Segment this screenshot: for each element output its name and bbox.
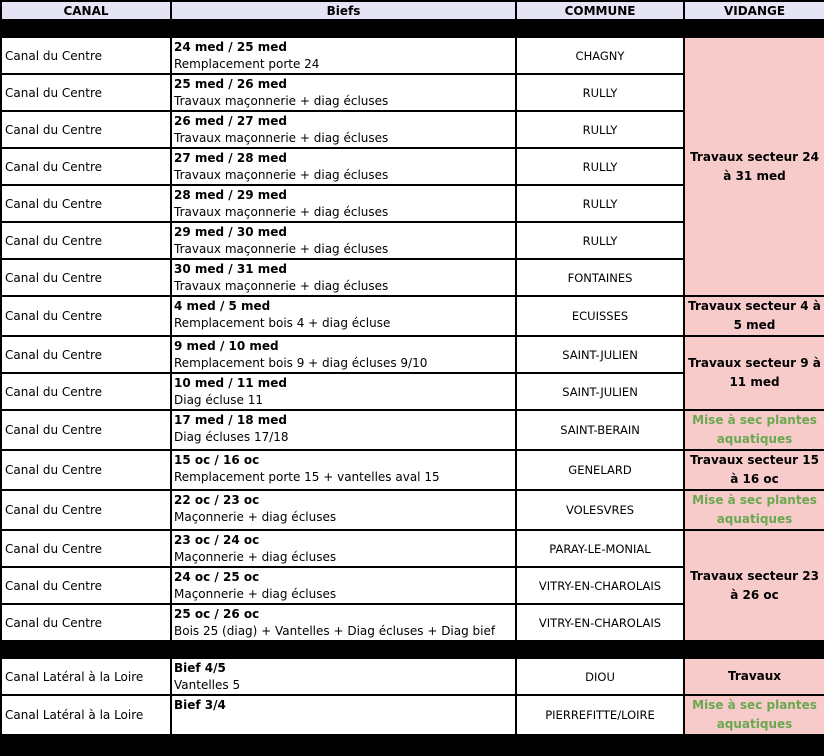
commune-cell: RULLY bbox=[516, 148, 684, 185]
commune-cell: CHAGNY bbox=[516, 37, 684, 74]
bief-detail: Vantelles 5 bbox=[174, 678, 241, 692]
bief-label: 29 med / 30 med bbox=[174, 225, 287, 239]
commune-cell: PIERREFITTE/LOIRE bbox=[516, 695, 684, 735]
canal-cell: Canal Latéral à la Loire bbox=[1, 695, 171, 735]
biefs-cell bbox=[171, 567, 516, 604]
vidange-cell: Mise à sec plantes aquatiques bbox=[684, 410, 824, 450]
commune-cell: DIOU bbox=[516, 658, 684, 695]
bief-detail: Maçonnerie + diag écluses bbox=[174, 587, 337, 601]
bief-detail: Maçonnerie + diag écluses bbox=[174, 550, 337, 564]
bief-label: 24 oc / 25 oc bbox=[174, 570, 260, 584]
vidange-cell: Mise à sec plantes aquatiques bbox=[684, 695, 824, 735]
biefs-cell bbox=[171, 658, 516, 695]
biefs-cell bbox=[171, 259, 516, 296]
commune-cell: RULLY bbox=[516, 74, 684, 111]
biefs-cell bbox=[171, 296, 516, 336]
canal-cell: Canal du Centre bbox=[1, 37, 171, 74]
bief-detail: Remplacement bois 9 + diag écluses 9/10 bbox=[174, 356, 428, 370]
header-row bbox=[1, 1, 824, 20]
bief-label: 9 med / 10 med bbox=[174, 339, 279, 353]
bief-detail: Remplacement porte 24 bbox=[174, 57, 320, 71]
commune-cell: VOLESVRES bbox=[516, 490, 684, 530]
commune-cell: SAINT-JULIEN bbox=[516, 373, 684, 410]
biefs-cell bbox=[171, 111, 516, 148]
biefs-cell bbox=[171, 695, 516, 735]
bief-label: 30 med / 31 med bbox=[174, 262, 287, 276]
bief-label: Bief 4/5 bbox=[174, 661, 226, 675]
bief-detail: Travaux maçonnerie + diag écluses bbox=[174, 168, 389, 182]
canal-cell: Canal du Centre bbox=[1, 74, 171, 111]
separator-row bbox=[1, 641, 824, 658]
biefs-cell bbox=[171, 222, 516, 259]
bief-label: 22 oc / 23 oc bbox=[174, 493, 260, 507]
table-row bbox=[1, 658, 824, 695]
header-canal: CANAL bbox=[1, 1, 171, 20]
commune-cell: GENELARD bbox=[516, 450, 684, 490]
commune-cell: SAINT-BERAIN bbox=[516, 410, 684, 450]
separator-cell bbox=[1, 20, 824, 37]
biefs-cell bbox=[171, 148, 516, 185]
bief-detail: Travaux maçonnerie + diag écluses bbox=[174, 131, 389, 145]
bief-detail: Maçonnerie + diag écluses bbox=[174, 510, 337, 524]
bief-label: 25 oc / 26 oc bbox=[174, 607, 260, 621]
commune-cell: FONTAINES bbox=[516, 259, 684, 296]
biefs-cell bbox=[171, 410, 516, 450]
canal-cell: Canal du Centre bbox=[1, 567, 171, 604]
commune-cell: RULLY bbox=[516, 111, 684, 148]
bief-label: 25 med / 26 med bbox=[174, 77, 287, 91]
table-row bbox=[1, 410, 824, 450]
table-row bbox=[1, 450, 824, 490]
canal-cell: Canal du Centre bbox=[1, 336, 171, 373]
vidange-cell: Travaux secteur 15 à 16 oc bbox=[684, 450, 824, 490]
canal-cell: Canal du Centre bbox=[1, 410, 171, 450]
table-row bbox=[1, 490, 824, 530]
bief-label: 17 med / 18 med bbox=[174, 413, 287, 427]
canal-cell: Canal du Centre bbox=[1, 222, 171, 259]
canal-cell: Canal du Centre bbox=[1, 450, 171, 490]
commune-cell: RULLY bbox=[516, 185, 684, 222]
biefs-cell bbox=[171, 185, 516, 222]
vidange-cell: Mise à sec plantes aquatiques bbox=[684, 490, 824, 530]
canal-cell: Canal du Centre bbox=[1, 148, 171, 185]
bief-label: 26 med / 27 med bbox=[174, 114, 287, 128]
biefs-cell bbox=[171, 336, 516, 373]
biefs-cell bbox=[171, 37, 516, 74]
bief-label: 28 med / 29 med bbox=[174, 188, 287, 202]
commune-cell: PARAY-LE-MONIAL bbox=[516, 530, 684, 567]
canal-cell: Canal du Centre bbox=[1, 373, 171, 410]
bief-detail: Diag écluse 11 bbox=[174, 393, 263, 407]
canal-cell: Canal du Centre bbox=[1, 490, 171, 530]
bief-label: 24 med / 25 med bbox=[174, 40, 287, 54]
bief-label: 15 oc / 16 oc bbox=[174, 453, 260, 467]
vidange-cell: Travaux secteur 4 à 5 med bbox=[684, 296, 824, 336]
bief-detail: Travaux maçonnerie + diag écluses bbox=[174, 242, 389, 256]
biefs-cell bbox=[171, 450, 516, 490]
table-row bbox=[1, 296, 824, 336]
bief-detail: Remplacement porte 15 + vantelles aval 15 bbox=[174, 470, 440, 484]
bief-detail: Bois 25 (diag) + Vantelles + Diag écluses + Diag bief bbox=[174, 624, 496, 638]
bief-label: 10 med / 11 med bbox=[174, 376, 287, 390]
table-row bbox=[1, 695, 824, 735]
canal-cell: Canal du Centre bbox=[1, 185, 171, 222]
commune-cell: SAINT-JULIEN bbox=[516, 336, 684, 373]
canal-cell: Canal du Centre bbox=[1, 604, 171, 641]
bief-label: 23 oc / 24 oc bbox=[174, 533, 260, 547]
bief-detail: Travaux maçonnerie + diag écluses bbox=[174, 94, 389, 108]
table-row bbox=[1, 336, 824, 373]
commune-cell: VITRY-EN-CHAROLAIS bbox=[516, 567, 684, 604]
canal-cell: Canal Latéral à la Loire bbox=[1, 658, 171, 695]
separator-cell bbox=[1, 641, 824, 658]
canal-cell: Canal du Centre bbox=[1, 530, 171, 567]
commune-cell: VITRY-EN-CHAROLAIS bbox=[516, 604, 684, 641]
commune-cell: ECUISSES bbox=[516, 296, 684, 336]
biefs-cell bbox=[171, 373, 516, 410]
biefs-cell bbox=[171, 490, 516, 530]
vidange-cell: Travaux secteur 24 à 31 med bbox=[684, 37, 824, 296]
header-commune: COMMUNE bbox=[516, 1, 684, 20]
footer-bar bbox=[1, 735, 824, 755]
canal-cell: Canal du Centre bbox=[1, 111, 171, 148]
bief-detail: Travaux maçonnerie + diag écluses bbox=[174, 279, 389, 293]
vidange-cell: Travaux secteur 23 à 26 oc bbox=[684, 530, 824, 641]
canal-cell: Canal du Centre bbox=[1, 296, 171, 336]
bief-detail: Remplacement bois 4 + diag écluse bbox=[174, 316, 391, 330]
biefs-cell bbox=[171, 74, 516, 111]
header-biefs: Biefs bbox=[171, 1, 516, 20]
vidange-cell: Travaux bbox=[684, 658, 824, 695]
biefs-cell bbox=[171, 604, 516, 641]
bief-label: 27 med / 28 med bbox=[174, 151, 287, 165]
commune-cell: RULLY bbox=[516, 222, 684, 259]
separator-row bbox=[1, 20, 824, 37]
biefs-cell bbox=[171, 530, 516, 567]
table-row bbox=[1, 37, 824, 74]
bief-detail: Diag écluses 17/18 bbox=[174, 430, 289, 444]
bief-detail: Travaux maçonnerie + diag écluses bbox=[174, 205, 389, 219]
header-vidange: VIDANGE bbox=[684, 1, 824, 20]
table-row bbox=[1, 530, 824, 567]
canal-cell: Canal du Centre bbox=[1, 259, 171, 296]
footer-row bbox=[1, 735, 824, 755]
bief-label: Bief 3/4 bbox=[174, 698, 226, 712]
vidange-cell: Travaux secteur 9 à 11 med bbox=[684, 336, 824, 410]
bief-label: 4 med / 5 med bbox=[174, 299, 271, 313]
